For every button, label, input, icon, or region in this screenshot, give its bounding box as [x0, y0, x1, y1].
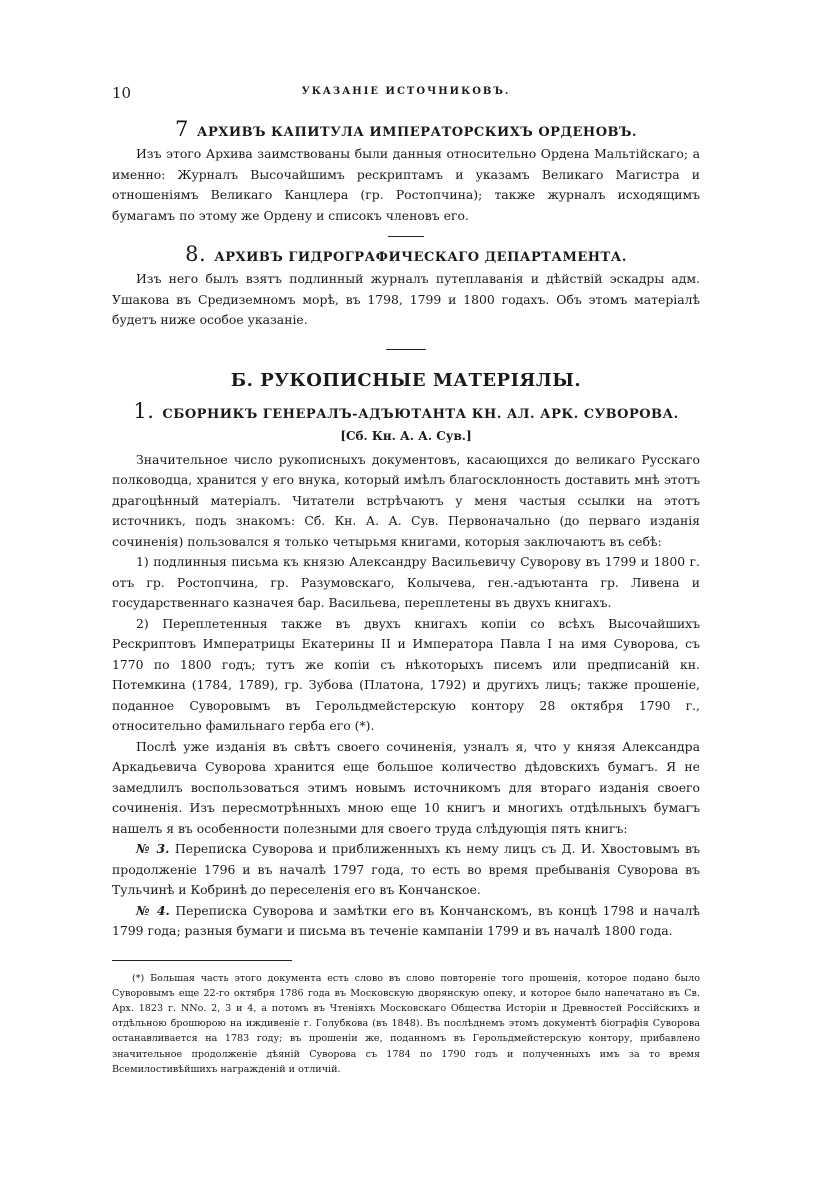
paragraph-later: Послѣ уже изданія въ свѣтъ своего сочиненія, узналъ я, что у князя Александра Аркадьевича Суворова хранится еще большое количество дѣдовскихъ бумагъ. Я не замедлилъ воспользоваться этимъ новымъ источникомъ для втораго изданія своего сочиненія. Изъ пересмотрѣнныхъ мною еще 10 книгъ и многихъ отдѣльныхъ бумагъ нашелъ я въ особенности полезными для своего труда слѣдующія пять книгъ: — [112, 738, 700, 836]
footnote-rule — [112, 960, 292, 961]
part-b-heading: Б. РУКОПИСНЫЕ МАТЕРІЯЛЫ. — [230, 369, 582, 391]
section-7-heading — [112, 118, 700, 144]
item-3-label: № 3. — [136, 841, 170, 856]
paragraph-list-1: 1) подлинныя письма къ князю Александру Васильевичу Суворову въ 1799 и 1800 г. отъ гр. Ростопчина, гр. Разумовскаго, Колычева, ген.-адъютанта гр. Ливена и государственнаго казначея бар. Васильева, переплетены въ двухъ книгахъ. — [112, 554, 700, 610]
section-7-title: АРХИВЪ КАПИТУЛА ИМПЕРАТОРСКИХЪ ОРДЕНОВЪ. — [196, 125, 637, 140]
paragraph-list-2: 2) Переплетенныя также въ двухъ книгахъ копіи со всѣхъ Высочайшихъ Рескриптовъ Императрицы Екатерины II и Императора Павла I на имя Суворова, съ 1770 по 1800 годъ; тутъ же копіи съ нѣкоторыхъ писемъ или предписаній кн. Потемкина (1784, 1789), гр. Зубова (Платона, 1792) и другихъ лицъ; также прошеніе, поданное Суворовымъ въ Герольдмейстерскую контору 28 октября 1790 г., относительно фамильнаго герба его (*). — [112, 615, 700, 733]
item-4-text: Переписка Суворова и замѣтки его въ Кончанскомъ, въ концѣ 1798 и началѣ 1799 года; разныя бумаги и письма въ теченіе кампаніи 1799 и въ началѣ 1800 года. — [112, 902, 700, 938]
running-head — [112, 84, 700, 104]
subsection-1-title: СБОРНИКЪ ГЕНЕРАЛЪ-АДЪЮТАНТА КН. АЛ. АРК. СУВОРОВА. — [162, 406, 679, 422]
running-title: УКАЗАНІЕ ИСТОЧНИКОВЪ. — [301, 86, 511, 97]
section-8-heading — [112, 243, 700, 269]
section-7-number: 7 — [175, 117, 189, 141]
source-code: [Сб. Кн. А. А. Сув.] — [340, 428, 472, 443]
item-3 — [112, 839, 700, 901]
subsection-1-number: 1. — [133, 398, 155, 423]
subsection-1-heading — [112, 400, 700, 426]
section-8-text: Изъ него былъ взятъ подлинный журналъ путеплаванія и дѣйствій эскадры адм. Ушакова въ Средиземномъ морѣ, въ 1798, 1799 и 1800 годахъ. Объ этомъ матеріалѣ будетъ ниже особое указаніе. — [112, 271, 700, 327]
section-8-number: 8. — [185, 242, 207, 266]
page-number: 10 — [112, 84, 132, 102]
footnote: (*) Большая часть этого документа есть слово въ слово повтореніе того прошенія, которое подано было Суворовымъ еще 22-го октября 1786 года въ Московскую дворянскую опеку, и которое было напечатано въ Св. Арх. 1823 г. NNo. 2, 3 и 4, а потомъ въ Чтеніяхъ Московскаго Общества Исторіи и Древностей Россійскихъ и отдѣльною брошюрою на иждивеніе г. Голубкова (въ 1848). Въ послѣднемъ этомъ документѣ біографія Суворова останавливается на 1783 году; въ прошеніи же, поданномъ въ Герольдмейстерскую контору, прибавлено значительное продолженіе дѣяній Суворова съ 1784 по 1790 годъ и полученныхъ имъ за то время Всемилостивѣйшихъ награжденій и отличій. — [112, 972, 700, 1075]
page — [112, 84, 700, 1077]
item-4 — [112, 901, 700, 942]
divider-section — [386, 349, 426, 350]
section-8-title: АРХИВЪ ГИДРОГРАФИЧЕСКАГО ДЕПАРТАМЕНТА. — [214, 250, 627, 265]
divider-short — [388, 236, 424, 237]
item-3-text: Переписка Суворова и приближенныхъ къ нему лицъ съ Д. И. Хвостовымъ въ продолженіе 1796 и въ началѣ 1797 года, то есть во время пребыванія Суворова въ Тульчинѣ и Кобринѣ до переселенія его въ Кончанское. — [112, 841, 700, 897]
section-7-text: Изъ этого Архива заимствованы были данныя относительно Ордена Мальтійскаго; а именно: Журналъ Высочайшимъ рескриптамъ и указамъ Великаго Магистра и отношеніямъ Великаго Канцлера (гр. Ростопчина); также журналъ исходящимъ бумагамъ по этому же Ордену и списокъ членовъ его. — [112, 146, 700, 223]
item-4-label: № 4. — [136, 902, 170, 918]
paragraph-intro: Значительное число рукописныхъ документовъ, касающихся до великаго Русскаго полководца, хранится у его внука, который имѣлъ благосклонность доставить мнѣ этотъ драгоцѣнный матеріалъ. Читатели встрѣчаютъ у меня частыя ссылки на этотъ источникъ, подъ знакомъ: Сб. Кн. А. А. Сув. Первоначально (до перваго изданія сочиненія) пользовался я только четырьмя книгами, которыя заключаютъ въ себѣ: — [112, 451, 700, 549]
